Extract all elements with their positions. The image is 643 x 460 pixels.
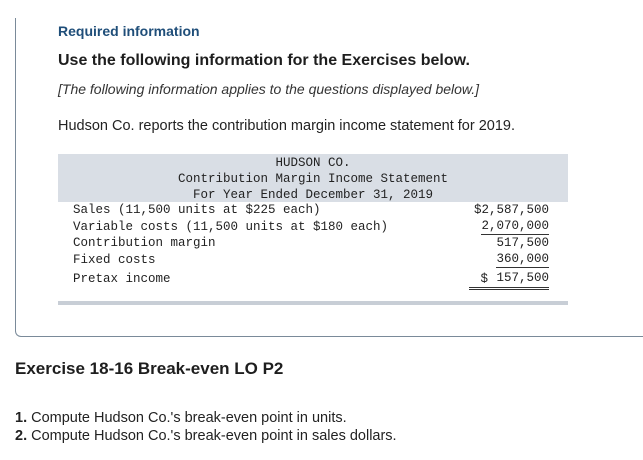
question-text: Compute Hudson Co.'s break-even point in units. [31,410,347,426]
question-1 [15,410,347,426]
row-amount: 517,500 [496,236,549,250]
applies-note: [The following information applies to the questions displayed below.] [58,81,480,97]
row-label: Fixed costs [73,252,156,267]
question-number: 2. [15,428,28,444]
required-information-label: Required information [58,23,200,39]
statement-rows [58,202,568,290]
income-statement [58,154,568,305]
statement-row-contribution-margin [58,235,568,252]
row-label: Sales (11,500 units at $225 each) [73,203,321,217]
row-amount: 360,000 [496,251,549,266]
statement-row-variable-costs [58,219,568,236]
statement-row-pretax-income [58,269,568,290]
use-info-heading: Use the following information for the Exercises below. [58,52,470,69]
row-label: Pretax income [73,272,171,286]
row-dollar-sign: $ [480,272,488,286]
row-amount: 157,500 [469,269,549,290]
statement-row-sales [58,202,568,219]
company-name: HUDSON CO. [275,156,351,170]
row-label: Variable costs (11,500 units at $180 each) [73,219,389,234]
statement-period: For Year Ended December 31, 2019 [192,188,434,202]
exercise-title: Exercise 18-16 Break-even LO P2 [15,359,284,378]
statement-title: Contribution Margin Income Statement [177,172,449,186]
row-label: Contribution margin [73,236,216,250]
row-amount: 2,070,000 [481,218,549,233]
statement-header [58,154,568,202]
statement-bottom-rule [58,301,568,305]
question-number: 1. [15,410,28,426]
row-amount: $2,587,500 [473,203,549,217]
question-text: Compute Hudson Co.'s break-even point in sales dollars. [31,428,397,444]
statement-row-fixed-costs [58,252,568,269]
intro-text: Hudson Co. reports the contribution margin income statement for 2019. [58,118,515,134]
question-2 [15,428,397,444]
